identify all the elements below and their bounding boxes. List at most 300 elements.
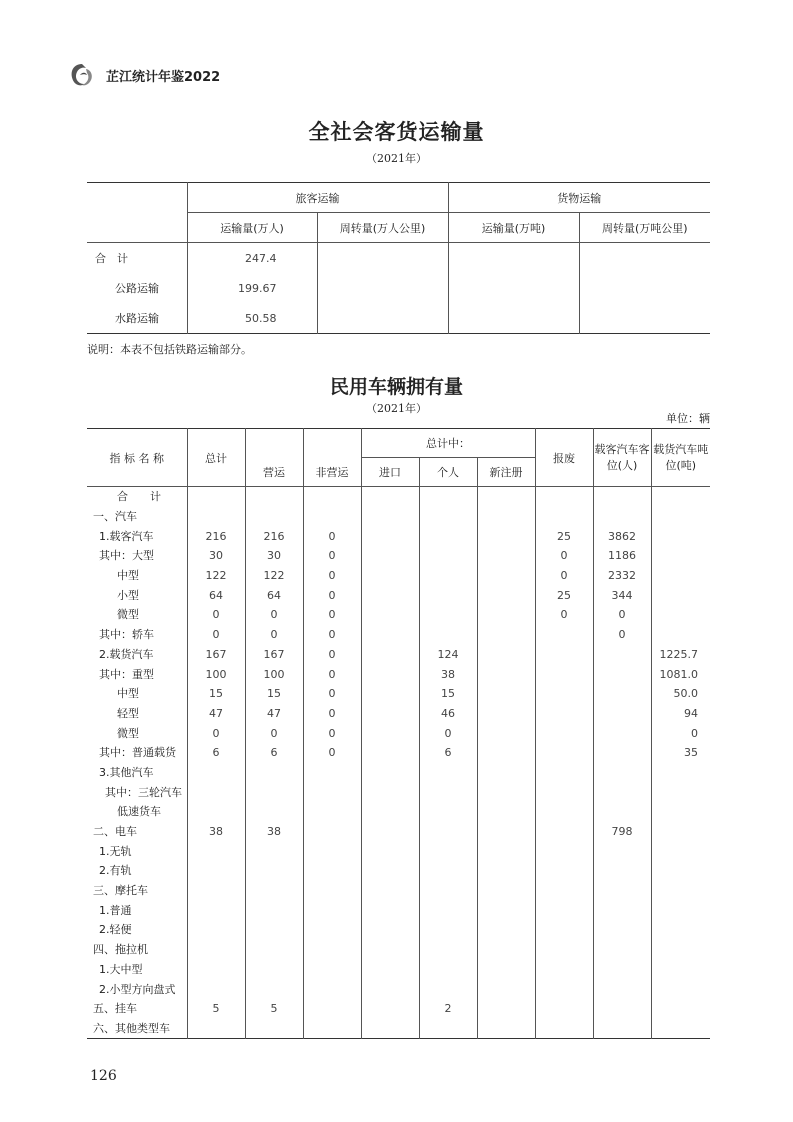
cell: 0 bbox=[535, 605, 593, 625]
table-row bbox=[87, 664, 710, 684]
cell bbox=[317, 243, 448, 274]
cell bbox=[593, 507, 651, 527]
cell bbox=[187, 940, 245, 960]
cell bbox=[187, 841, 245, 861]
cell: 0 bbox=[535, 566, 593, 586]
table-row bbox=[87, 1019, 710, 1039]
cell bbox=[303, 487, 361, 507]
row-label: 一、汽车 bbox=[87, 507, 187, 527]
cell: 38 bbox=[419, 664, 477, 684]
cell: 2 bbox=[419, 999, 477, 1019]
cell bbox=[361, 1019, 419, 1039]
book-title: 芷江统计年鉴2022 bbox=[106, 69, 221, 85]
table-row bbox=[87, 900, 710, 920]
cell bbox=[361, 782, 419, 802]
table-row bbox=[87, 841, 710, 861]
cell: 0 bbox=[303, 664, 361, 684]
cell bbox=[303, 881, 361, 901]
cell bbox=[579, 273, 710, 303]
col-header: 运输量(万吨) bbox=[448, 213, 579, 243]
cell bbox=[303, 763, 361, 783]
cell bbox=[361, 763, 419, 783]
cell bbox=[361, 546, 419, 566]
cell bbox=[651, 822, 710, 842]
page-number: 126 bbox=[90, 1068, 117, 1084]
cell bbox=[303, 861, 361, 881]
cell: 0 bbox=[303, 526, 361, 546]
cell bbox=[419, 566, 477, 586]
cell bbox=[593, 979, 651, 999]
cell bbox=[187, 802, 245, 822]
cell bbox=[477, 900, 535, 920]
cell bbox=[535, 900, 593, 920]
cell bbox=[361, 940, 419, 960]
cell bbox=[593, 802, 651, 822]
cell bbox=[535, 684, 593, 704]
cell: 30 bbox=[245, 546, 303, 566]
cell: 0 bbox=[303, 566, 361, 586]
row-label: 三、摩托车 bbox=[87, 881, 187, 901]
cell bbox=[651, 546, 710, 566]
row-label: 六、其他类型车 bbox=[87, 1019, 187, 1039]
cell: 216 bbox=[187, 526, 245, 546]
row-label: 1.普通 bbox=[87, 900, 187, 920]
table-row bbox=[87, 782, 710, 802]
row-label: 其中：普通载货 bbox=[87, 743, 187, 763]
table-row bbox=[87, 920, 710, 940]
cell bbox=[477, 585, 535, 605]
table-row bbox=[87, 940, 710, 960]
col-header-cargo-tonnage: 载货汽车吨位(吨) bbox=[651, 429, 710, 487]
cell bbox=[593, 960, 651, 980]
cell bbox=[361, 487, 419, 507]
cell: 798 bbox=[593, 822, 651, 842]
cell: 6 bbox=[245, 743, 303, 763]
cell bbox=[477, 487, 535, 507]
cell bbox=[535, 704, 593, 724]
cell bbox=[651, 585, 710, 605]
cell bbox=[535, 625, 593, 645]
cell bbox=[419, 782, 477, 802]
cell: 25 bbox=[535, 585, 593, 605]
table-row bbox=[87, 822, 710, 842]
cell bbox=[419, 763, 477, 783]
cell: 100 bbox=[245, 664, 303, 684]
table-row bbox=[87, 585, 710, 605]
cell bbox=[477, 526, 535, 546]
row-label: 1.无轨 bbox=[87, 841, 187, 861]
cell: 0 bbox=[245, 723, 303, 743]
cell: 0 bbox=[303, 585, 361, 605]
row-label: 中型 bbox=[87, 566, 187, 586]
col-header-indicator: 指 标 名 称 bbox=[87, 429, 187, 487]
row-label: 小型 bbox=[87, 585, 187, 605]
cell bbox=[593, 940, 651, 960]
cell bbox=[593, 645, 651, 665]
cell: 64 bbox=[245, 585, 303, 605]
cell bbox=[361, 526, 419, 546]
cell bbox=[593, 743, 651, 763]
cell bbox=[477, 782, 535, 802]
cell bbox=[245, 861, 303, 881]
cell bbox=[419, 605, 477, 625]
table-row bbox=[87, 861, 710, 881]
cell bbox=[303, 979, 361, 999]
cell bbox=[419, 841, 477, 861]
table-row bbox=[87, 526, 710, 546]
cell bbox=[651, 625, 710, 645]
cell bbox=[187, 900, 245, 920]
cell bbox=[419, 822, 477, 842]
row-label: 2.载货汽车 bbox=[87, 645, 187, 665]
cell: 6 bbox=[187, 743, 245, 763]
row-label: 其中：大型 bbox=[87, 546, 187, 566]
cell: 167 bbox=[245, 645, 303, 665]
cell bbox=[361, 704, 419, 724]
cell: 30 bbox=[187, 546, 245, 566]
col-header-total: 总计 bbox=[187, 429, 245, 487]
group-header-passenger: 旅客运输 bbox=[187, 183, 448, 213]
cell: 0 bbox=[245, 605, 303, 625]
cell bbox=[361, 841, 419, 861]
table2-title: 民用车辆拥有量 bbox=[329, 376, 463, 398]
table-row bbox=[87, 684, 710, 704]
cell bbox=[535, 861, 593, 881]
cell: 15 bbox=[419, 684, 477, 704]
cell: 247.4 bbox=[187, 243, 317, 274]
cell: 46 bbox=[419, 704, 477, 724]
table-row bbox=[87, 960, 710, 980]
cell bbox=[477, 645, 535, 665]
cell bbox=[651, 526, 710, 546]
cell bbox=[477, 1019, 535, 1039]
cell: 0 bbox=[303, 723, 361, 743]
table-row bbox=[87, 605, 710, 625]
cell bbox=[419, 881, 477, 901]
cell bbox=[187, 487, 245, 507]
cell: 1081.0 bbox=[651, 664, 710, 684]
row-label: 五、挂车 bbox=[87, 999, 187, 1019]
cell bbox=[419, 507, 477, 527]
row-label: 其中：三轮汽车 bbox=[87, 782, 187, 802]
cell bbox=[419, 1019, 477, 1039]
cell bbox=[477, 763, 535, 783]
cell bbox=[361, 861, 419, 881]
cell: 0 bbox=[187, 723, 245, 743]
cell bbox=[303, 822, 361, 842]
cell: 199.67 bbox=[187, 273, 317, 303]
row-label: 其中：轿车 bbox=[87, 625, 187, 645]
cell: 0 bbox=[187, 625, 245, 645]
cell: 0 bbox=[651, 723, 710, 743]
cell: 50.0 bbox=[651, 684, 710, 704]
row-label: 2.轻便 bbox=[87, 920, 187, 940]
cell bbox=[187, 1019, 245, 1039]
cell bbox=[303, 802, 361, 822]
table1-title: 全社会客货运输量 bbox=[308, 119, 485, 144]
cell bbox=[535, 664, 593, 684]
cell bbox=[535, 940, 593, 960]
cell: 35 bbox=[651, 743, 710, 763]
cell bbox=[245, 960, 303, 980]
col-header-scrapped: 报废 bbox=[535, 429, 593, 487]
cell bbox=[477, 861, 535, 881]
cell: 47 bbox=[245, 704, 303, 724]
cell bbox=[651, 566, 710, 586]
table2-body bbox=[87, 487, 710, 1039]
cell bbox=[477, 566, 535, 586]
cell bbox=[477, 605, 535, 625]
cell bbox=[477, 999, 535, 1019]
cell bbox=[419, 546, 477, 566]
cell bbox=[245, 1019, 303, 1039]
cell: 0 bbox=[303, 546, 361, 566]
row-label: 低速货车 bbox=[87, 802, 187, 822]
cell bbox=[593, 704, 651, 724]
cell bbox=[535, 507, 593, 527]
yearbook-logo-icon bbox=[68, 62, 98, 88]
cell: 64 bbox=[187, 585, 245, 605]
cell bbox=[448, 273, 579, 303]
table1-note: 说明：本表不包括铁路运输部分。 bbox=[87, 343, 252, 356]
cell bbox=[245, 900, 303, 920]
cell bbox=[535, 487, 593, 507]
row-label: 中型 bbox=[87, 684, 187, 704]
cell bbox=[593, 881, 651, 901]
cell bbox=[593, 1019, 651, 1039]
cell: 0 bbox=[303, 684, 361, 704]
cell: 5 bbox=[187, 999, 245, 1019]
cell bbox=[651, 960, 710, 980]
cell bbox=[535, 881, 593, 901]
cell bbox=[419, 585, 477, 605]
cell bbox=[245, 881, 303, 901]
row-label: 二、电车 bbox=[87, 822, 187, 842]
cell bbox=[651, 841, 710, 861]
cell: 0 bbox=[303, 625, 361, 645]
cell bbox=[303, 782, 361, 802]
cell bbox=[187, 979, 245, 999]
cell bbox=[593, 763, 651, 783]
cell bbox=[361, 723, 419, 743]
cell: 0 bbox=[303, 743, 361, 763]
table-row bbox=[87, 303, 710, 334]
row-label: 2.有轨 bbox=[87, 861, 187, 881]
table2-unit: 单位：辆 bbox=[666, 412, 710, 425]
cell bbox=[245, 487, 303, 507]
cell: 167 bbox=[187, 645, 245, 665]
cell: 124 bbox=[419, 645, 477, 665]
cell bbox=[303, 999, 361, 1019]
cell bbox=[651, 782, 710, 802]
cell bbox=[317, 303, 448, 334]
cell: 1225.7 bbox=[651, 645, 710, 665]
cell bbox=[651, 999, 710, 1019]
cell bbox=[361, 566, 419, 586]
cell bbox=[187, 782, 245, 802]
col-header-personal: 个人 bbox=[419, 458, 477, 487]
cell bbox=[361, 960, 419, 980]
cell bbox=[419, 940, 477, 960]
cell bbox=[361, 881, 419, 901]
cell: 0 bbox=[419, 723, 477, 743]
cell bbox=[245, 507, 303, 527]
cell bbox=[303, 1019, 361, 1039]
cell bbox=[477, 920, 535, 940]
table1-year: （2021年） bbox=[366, 152, 427, 165]
cell bbox=[477, 723, 535, 743]
table1-corner-cell bbox=[87, 183, 187, 243]
row-label: 2.小型方向盘式 bbox=[87, 979, 187, 999]
cell: 0 bbox=[593, 605, 651, 625]
cell bbox=[477, 979, 535, 999]
row-label: 微型 bbox=[87, 605, 187, 625]
cell: 0 bbox=[187, 605, 245, 625]
cell bbox=[361, 585, 419, 605]
cell bbox=[448, 243, 579, 274]
cell bbox=[593, 920, 651, 940]
cell bbox=[419, 487, 477, 507]
col-header-non-operating: 非营运 bbox=[303, 458, 361, 487]
row-label: 微型 bbox=[87, 723, 187, 743]
cell bbox=[419, 625, 477, 645]
cell bbox=[593, 684, 651, 704]
table-row bbox=[87, 763, 710, 783]
cell bbox=[361, 684, 419, 704]
cell: 344 bbox=[593, 585, 651, 605]
cell bbox=[651, 802, 710, 822]
col-header-operating: 营运 bbox=[245, 458, 303, 487]
cell bbox=[361, 625, 419, 645]
cell bbox=[245, 802, 303, 822]
cell bbox=[651, 979, 710, 999]
civil-vehicles-table bbox=[87, 428, 710, 1039]
cell bbox=[477, 507, 535, 527]
cell bbox=[361, 999, 419, 1019]
cell bbox=[579, 243, 710, 274]
cell bbox=[187, 861, 245, 881]
cell: 15 bbox=[187, 684, 245, 704]
cell bbox=[477, 743, 535, 763]
cell: 38 bbox=[245, 822, 303, 842]
row-label: 其中：重型 bbox=[87, 664, 187, 684]
cell bbox=[419, 960, 477, 980]
cell bbox=[419, 861, 477, 881]
cell: 25 bbox=[535, 526, 593, 546]
cell bbox=[361, 920, 419, 940]
table2-year: （2021年） bbox=[366, 402, 427, 415]
cell: 3862 bbox=[593, 526, 651, 546]
cell: 0 bbox=[535, 546, 593, 566]
table-row bbox=[87, 743, 710, 763]
col-header-imported: 进口 bbox=[361, 458, 419, 487]
cell bbox=[651, 861, 710, 881]
cell bbox=[593, 841, 651, 861]
cell bbox=[419, 526, 477, 546]
cell bbox=[477, 802, 535, 822]
cell bbox=[535, 723, 593, 743]
cell bbox=[477, 960, 535, 980]
row-label: 四、拖拉机 bbox=[87, 940, 187, 960]
cell bbox=[535, 645, 593, 665]
cell bbox=[419, 802, 477, 822]
cell bbox=[477, 940, 535, 960]
cell bbox=[651, 881, 710, 901]
cell bbox=[361, 822, 419, 842]
cell bbox=[535, 999, 593, 1019]
cell bbox=[303, 940, 361, 960]
cell bbox=[535, 822, 593, 842]
cell: 216 bbox=[245, 526, 303, 546]
cell bbox=[187, 763, 245, 783]
table-row bbox=[87, 802, 710, 822]
cell bbox=[651, 487, 710, 507]
table-row bbox=[87, 566, 710, 586]
cell bbox=[535, 802, 593, 822]
spacer-cell bbox=[245, 429, 303, 458]
cell: 2332 bbox=[593, 566, 651, 586]
cell bbox=[535, 979, 593, 999]
row-label: 3.其他汽车 bbox=[87, 763, 187, 783]
cell: 15 bbox=[245, 684, 303, 704]
cell bbox=[477, 841, 535, 861]
row-label: 水路运输 bbox=[87, 303, 187, 334]
table-row bbox=[87, 999, 710, 1019]
cell bbox=[187, 960, 245, 980]
cell bbox=[448, 303, 579, 334]
table-row bbox=[87, 979, 710, 999]
transport-volume-table bbox=[87, 182, 710, 334]
cell bbox=[361, 743, 419, 763]
cell: 0 bbox=[303, 605, 361, 625]
col-header: 周转量(万人公里) bbox=[317, 213, 448, 243]
col-header: 周转量(万吨公里) bbox=[579, 213, 710, 243]
col-header-passenger-seats: 载客汽车客位(人) bbox=[593, 429, 651, 487]
row-label: 公路运输 bbox=[87, 273, 187, 303]
cell bbox=[535, 920, 593, 940]
cell bbox=[303, 900, 361, 920]
cell bbox=[535, 782, 593, 802]
table-row bbox=[87, 546, 710, 566]
cell bbox=[187, 920, 245, 940]
cell bbox=[477, 664, 535, 684]
cell bbox=[361, 605, 419, 625]
row-label: 合 计 bbox=[87, 487, 187, 507]
cell bbox=[245, 782, 303, 802]
cell bbox=[361, 645, 419, 665]
cell: 38 bbox=[187, 822, 245, 842]
cell bbox=[593, 861, 651, 881]
cell: 94 bbox=[651, 704, 710, 724]
cell bbox=[593, 782, 651, 802]
cell bbox=[651, 940, 710, 960]
cell bbox=[245, 979, 303, 999]
cell bbox=[303, 841, 361, 861]
cell: 0 bbox=[303, 645, 361, 665]
cell bbox=[535, 743, 593, 763]
cell bbox=[303, 920, 361, 940]
cell: 100 bbox=[187, 664, 245, 684]
cell bbox=[579, 303, 710, 334]
cell bbox=[245, 920, 303, 940]
cell bbox=[419, 979, 477, 999]
row-label: 轻型 bbox=[87, 704, 187, 724]
cell bbox=[477, 625, 535, 645]
cell bbox=[303, 507, 361, 527]
cell: 0 bbox=[303, 704, 361, 724]
cell bbox=[361, 979, 419, 999]
table-row bbox=[87, 704, 710, 724]
